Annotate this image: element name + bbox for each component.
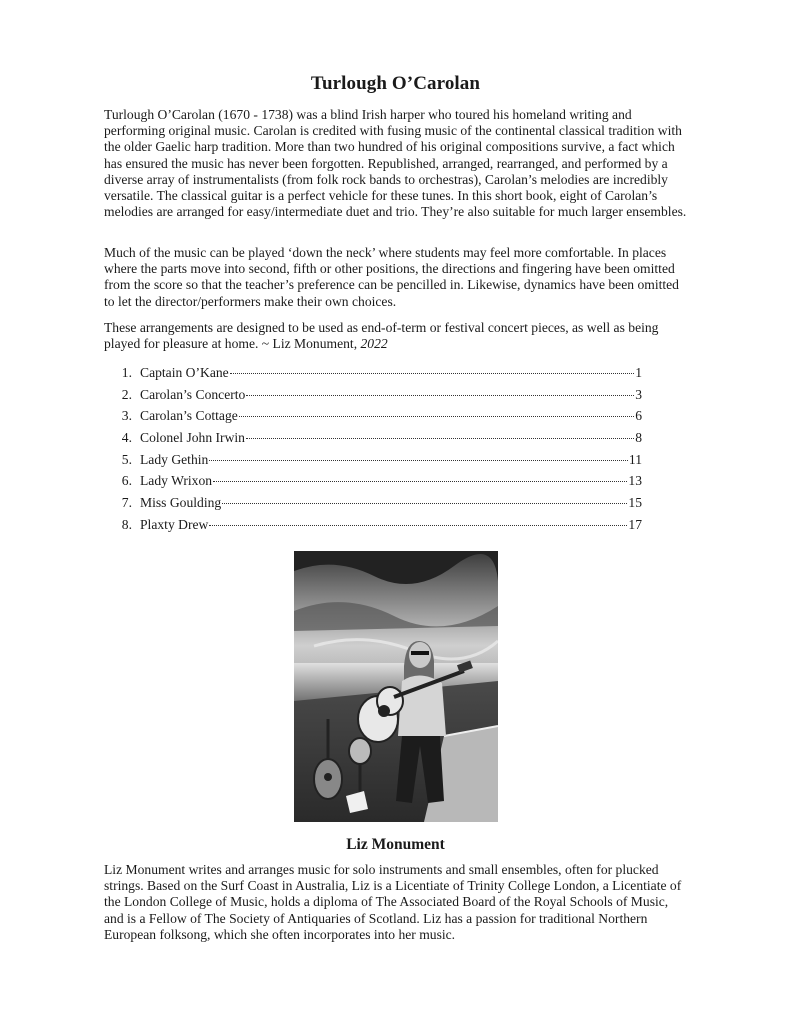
toc-item[interactable] <box>104 452 642 474</box>
toc-number: 8. <box>121 516 132 532</box>
toc-number: 4. <box>121 430 132 446</box>
intro-paragraph-3-text: These arrangements are designed to be used as end-of-term or festival concert pieces, as well as being played for pleasure at home. ~ Liz Monument, <box>104 320 659 352</box>
toc-leader <box>246 438 634 439</box>
toc-leader <box>246 395 634 396</box>
toc-leader <box>222 503 627 504</box>
toc-number: 1. <box>121 365 132 380</box>
toc-page: 11 <box>628 451 642 467</box>
toc-leader <box>209 460 628 461</box>
toc-leader <box>209 525 627 526</box>
toc-title: Colonel John Irwin <box>140 430 245 446</box>
toc-title: Carolan’s Cottage <box>140 408 238 424</box>
toc-title: Plaxty Drew <box>140 516 209 532</box>
toc-title: Carolan’s Concerto <box>140 386 246 402</box>
toc-leader <box>239 416 634 417</box>
toc-number: 7. <box>121 495 132 511</box>
toc-page: 3 <box>635 386 642 402</box>
toc-page: 17 <box>628 516 642 532</box>
toc-number: 3. <box>121 408 132 424</box>
toc-item[interactable] <box>104 495 642 517</box>
intro-paragraph-1: Turlough O’Carolan (1670 - 1738) was a blind Irish harper who toured his homeland writing and performing original music. Carolan is credited with fusing music of the continental classical tradition with the older Gaelic harp tradition. More than two hundred of his original compositions survive, a fact which has ensured the music has never been forgotten. Republished, arranged, rearranged, and performed by a diverse array of instrumentalists (from folk rock bands to orchestras), Carolan’s melodies are incredibly versatile. The classical guitar is a perfect vehicle for these tunes. In this short book, eight of Carolan’s melodies are arranged for easy/intermediate duet and trio. They’re also suitable for much larger ensembles. <box>104 107 687 220</box>
toc-item[interactable] <box>104 517 642 539</box>
toc-page: 15 <box>628 495 642 511</box>
toc-number: 6. <box>121 473 132 489</box>
toc-item[interactable] <box>104 365 642 387</box>
intro-paragraph-2: Much of the music can be played ‘down the neck’ where students may feel more comfortable. In places where the parts move into second, fifth or other positions, the directions and fingering have been omitted from the score so that the teacher’s preference can be pencilled in. Likewise, dynamics have been omitted to let the director/performers make their own choices. <box>104 245 679 309</box>
toc-title: Captain O’Kane <box>140 365 229 380</box>
toc-title: Miss Goulding <box>140 495 222 511</box>
intro-year: 2022 <box>360 336 388 352</box>
toc-item[interactable] <box>104 430 642 452</box>
intro-paragraph-3 <box>104 320 690 352</box>
author-photo <box>294 551 498 822</box>
toc-item[interactable] <box>104 387 642 409</box>
toc-leader <box>213 481 627 482</box>
toc-page: 8 <box>635 430 642 446</box>
table-of-contents <box>104 365 642 539</box>
toc-number: 5. <box>121 451 132 467</box>
author-heading: Liz Monument <box>346 836 445 853</box>
toc-page: 13 <box>628 473 642 489</box>
page-title: Turlough O’Carolan <box>310 73 481 94</box>
toc-number: 2. <box>121 386 132 402</box>
toc-title: Lady Wrixon <box>140 473 213 489</box>
toc-leader <box>230 373 634 374</box>
author-bio: Liz Monument writes and arranges music for solo instruments and small ensembles, often for plucked strings. Based on the Surf Coast in Australia, Liz is a Licentiate of Trinity College London, a Licentiate of the London College of Music, holds a diploma of The Associated Board of the Royal Schools of Music, and is a Fellow of The Society of Antiquaries of Scotland. Liz has a passion for traditional Northern European folksong, which she often incorporates into her music. <box>104 862 682 942</box>
toc-item[interactable] <box>104 473 642 495</box>
toc-title: Lady Gethin <box>140 451 209 467</box>
toc-page: 6 <box>635 408 642 424</box>
toc-item[interactable] <box>104 408 642 430</box>
toc-page: 1 <box>635 365 642 380</box>
